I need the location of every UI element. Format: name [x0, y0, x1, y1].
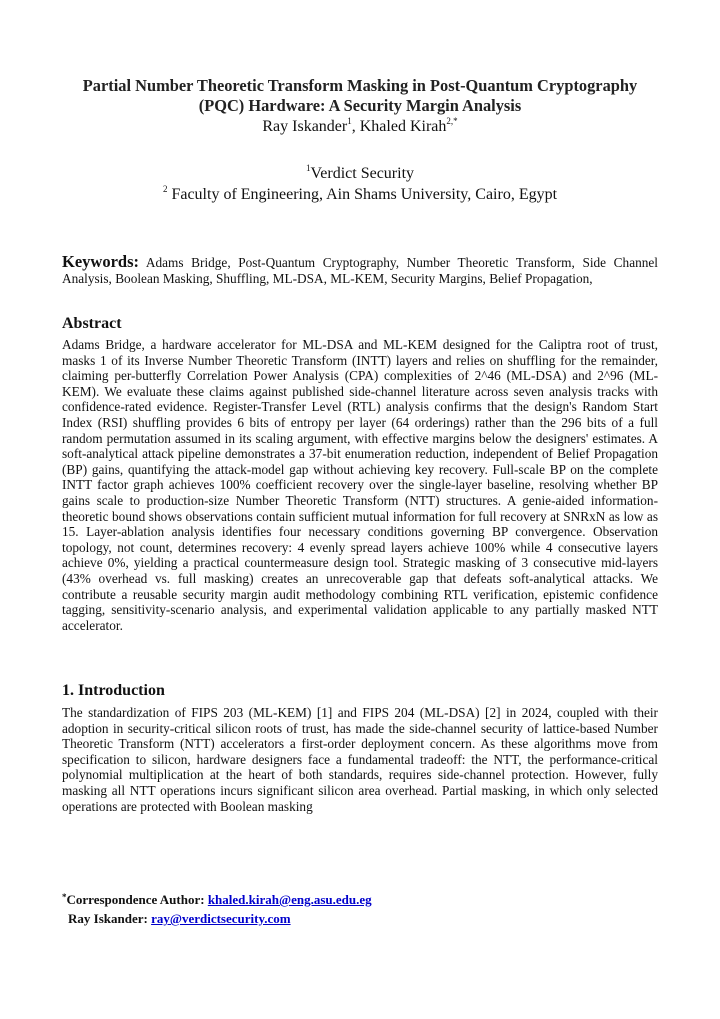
- abstract-heading: Abstract: [62, 315, 122, 332]
- author-line: [0, 118, 720, 136]
- correspondence-label: Correspondence Author:: [66, 892, 208, 907]
- correspondence-superscript: *: [62, 892, 67, 902]
- introduction-body: The standardization of FIPS 203 (ML-KEM) [1] and FIPS 204 (ML-DSA) [2] in 2024, coupled with their adoption in security-critical silicon roots of trust, has made the side-channel security of lattice-based Number Theoretic Transform (NTT) accelerators a first-order deployment concern. As these algorithms move from specification to silicon, hardware designers face a fundamental tradeoff: the NTT, the performance-critical polynomial multiplication at the heart of both standards, requires side-channel protection. However, fully masking all NTT operations incurs significant silicon area overhead. Partial masking, in which only selected operations are protected with Boolean masking: [62, 705, 658, 814]
- correspondence-line: [62, 890, 372, 909]
- affiliation-1-text: Verdict Security: [310, 165, 415, 182]
- author-2-superscript: 2,*: [446, 116, 458, 126]
- correspondence-footer: [62, 890, 372, 928]
- author-1-superscript: 1: [347, 116, 352, 126]
- correspondence-email-link[interactable]: khaled.kirah@eng.asu.edu.eg: [207, 892, 372, 907]
- affiliation-2: [0, 186, 720, 204]
- ray-email-line: [62, 909, 372, 928]
- abstract-body: Adams Bridge, a hardware accelerator for ML-DSA and ML-KEM designed for the Caliptra root of trust, masks 1 of its Inverse Number Theoretic Transform (INTT) layers and relies on shuffling for the remainder, claiming per-butterfly Correlation Power Analysis (CPA) complexities of 2^46 (ML-DSA) and 2^96 (ML-KEM). We evaluate these claims against published side-channel literature across seven analysis tracks with confidence-rated evidence. Register-Transfer Level (RTL) analysis confirms that the design's Random Start Index (RSI) shuffling provides 6 bits of entropy per layer (64 orderings) rather than the 296 bits of a full random permutation assumed in its scaling argument, with effective margins below the designers' estimates. A soft-analytical attack pipeline demonstrates a 37-bit enumeration reduction, independent of Belief Propagation (BP) gains, quantifying the attack-model gap without achieving key recovery. Full-scale BP on the complete INTT factor graph achieves 100% coefficient recovery over the single-layer baseline, resolving whether BP gains scale to production-size Number Theoretic Transform (NTT) structures. A genie-aided information-theoretic bound shows observations contain sufficient mutual information for full recovery at SNRxN as low as 15. Layer-ablation analysis identifies four necessary conditions governing BP convergence. Observation topology, not count, determines recovery: 4 evenly spread layers achieve 100% while 4 consecutive layers achieve 0%, yielding a practical countermeasure design tool. Strategic masking of 3 consecutive mid-layers (43% overhead vs. full masking) creates an unrecoverable gap that defeats soft-analytical attacks. We contribute a reusable security margin audit methodology combining RTL verification, epistemic confidence tagging, sensitivity-scenario analysis, and experimental validation applicable to any partially masked NTT accelerator.: [62, 337, 658, 633]
- affiliation-1: [0, 165, 720, 183]
- keywords-label: Keywords:: [62, 252, 139, 271]
- affiliation-2-superscript: 2: [162, 184, 168, 194]
- affiliation-1-superscript: 1: [305, 163, 311, 173]
- introduction-heading: 1. Introduction: [62, 682, 165, 699]
- affiliation-2-text: Faculty of Engineering, Ain Shams University, Cairo, Egypt: [167, 186, 558, 203]
- author-2-name: Khaled Kirah: [359, 118, 447, 135]
- author-separator: ,: [351, 118, 360, 135]
- keywords-text: Adams Bridge, Post-Quantum Cryptography, Number Theoretic Transform, Side Channel Analysis, Boolean Masking, Shuffling, ML-DSA, ML-KEM, Security Margins, Belief Propagation,: [62, 255, 658, 286]
- paper-title: Partial Number Theoretic Transform Masking in Post-Quantum Cryptography (PQC) Hardware: A Security Margin Analysis: [82, 76, 638, 115]
- ray-email-link[interactable]: ray@verdictsecurity.com: [151, 911, 291, 926]
- keywords-block: [62, 254, 658, 286]
- author-1-name: Ray Iskander: [262, 118, 348, 135]
- ray-email-label: Ray Iskander:: [68, 911, 152, 926]
